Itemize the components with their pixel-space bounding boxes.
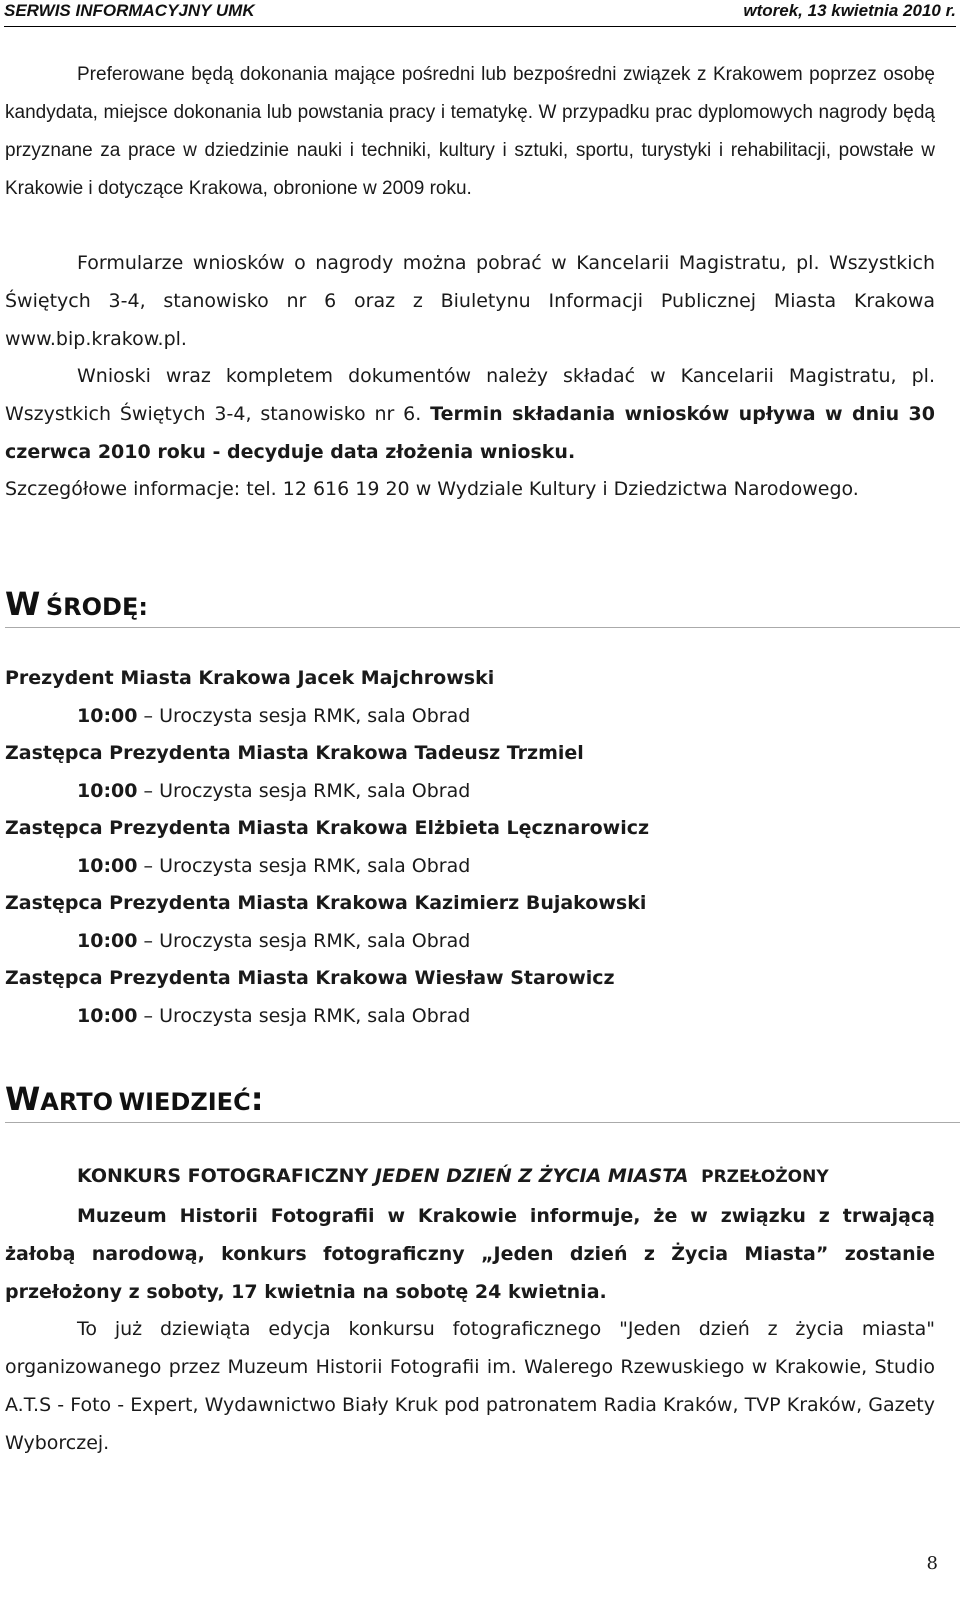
schedule-event <box>77 705 470 727</box>
event-time: 10:00 <box>77 930 138 952</box>
intro-paragraph-3 <box>5 357 935 471</box>
event-dash: – <box>143 855 154 877</box>
header-date: wtorek, 13 kwietnia 2010 r. <box>743 1 956 20</box>
event-dash: – <box>143 930 154 952</box>
intro-paragraph-4 <box>5 470 935 508</box>
schedule-person: Zastępca Prezydenta Miasta Krakowa Wiesław Starowicz <box>5 967 615 989</box>
event-time: 10:00 <box>77 780 138 802</box>
event-dash: – <box>143 705 154 727</box>
event-dash: – <box>143 780 154 802</box>
schedule-event <box>77 780 470 802</box>
section-heading-initial: W <box>5 1080 41 1118</box>
schedule-person: Prezydent Miasta Krakowa Jacek Majchrowski <box>5 667 495 689</box>
event-desc: Uroczysta sesja RMK, sala Obrad <box>159 930 471 952</box>
schedule-person: Zastępca Prezydenta Miasta Krakowa Tadeusz Trzmiel <box>5 742 584 764</box>
contest-title-part3: PRZEŁOŻONY <box>701 1167 829 1187</box>
intro-paragraph-1 <box>5 56 935 208</box>
section-heading-colon: : <box>250 1080 264 1118</box>
event-dash: – <box>143 1005 154 1027</box>
page-header <box>4 0 956 27</box>
event-time: 10:00 <box>77 705 138 727</box>
contest-title-part1: KONKURS FOTOGRAFICZNY <box>77 1165 369 1187</box>
section-heading-wednesday <box>5 585 960 628</box>
contest-description-text: To już dziewiąta edycja konkursu fotograficznego "Jeden dzień z życia miasta" organizowanego przez Muzeum Historii Fotografii im. Walerego Rzewuskiego w Krakowie, Studio A.T.S - Foto - Expert, Wydawnictwo Biały Kruk pod patronatem Radia Kraków, TVP Kraków, Gazety Wyborczej. <box>5 1318 935 1454</box>
schedule-event <box>77 930 470 952</box>
event-desc: Uroczysta sesja RMK, sala Obrad <box>159 855 471 877</box>
section-heading-initial: W <box>5 585 41 623</box>
contest-announcement-text: Muzeum Historii Fotografii w Krakowie informuje, że w związku z trwającą żałobą narodową, konkurs fotograficzny „Jeden dzień z Życia Miasta” zostanie przełożony z soboty, 17 kwietnia na sobotę 24 kwietnia. <box>5 1205 935 1303</box>
event-desc: Uroczysta sesja RMK, sala Obrad <box>159 1005 471 1027</box>
intro-paragraph-2 <box>5 244 935 358</box>
intro-text-2: Formularze wniosków o nagrody można pobrać w Kancelarii Magistratu, pl. Wszystkich Świętych 3-4, stanowisko nr 6 oraz z Biuletynu Informacji Publicznej Miasta Krakowa www.bip.krakow.pl. <box>5 252 935 350</box>
contest-announcement <box>5 1197 935 1311</box>
intro-text-1: Preferowane będą dokonania mające pośredni lub bezpośredni związek z Krakowem poprzez osobę kandydata, miejsce dokonania lub powstania pracy i tematykę. W przypadku prac dyplomowych nagrody będą przyznane za prace w dziedzinie nauki i techniki, kultury i sztuki, sportu, turystyki i rehabilitacji, powstałe w Krakowie i dotyczące Krakowa, obronione w 2009 roku. <box>5 64 935 199</box>
section-heading-part: WIEDZIEĆ <box>118 1088 251 1116</box>
header-title: SERWIS INFORMACYJNY UMK <box>4 1 255 20</box>
event-time: 10:00 <box>77 1005 138 1027</box>
schedule-event <box>77 1005 470 1027</box>
section-heading-rest: ŚRODĘ: <box>45 593 148 621</box>
contest-title <box>77 1165 829 1187</box>
contest-description <box>5 1310 935 1462</box>
event-desc: Uroczysta sesja RMK, sala Obrad <box>159 705 471 727</box>
contest-title-part2: JEDEN DZIEŃ Z ŻYCIA MIASTA <box>374 1165 689 1187</box>
schedule-person: Zastępca Prezydenta Miasta Krakowa Elżbieta Lęcznarowicz <box>5 817 650 839</box>
contact-info-text: Szczegółowe informacje: tel. 12 616 19 20 w Wydziale Kultury i Dziedzictwa Narodowego. <box>5 478 859 500</box>
page-number: 8 <box>926 1553 938 1574</box>
section-heading-worth-knowing <box>5 1080 960 1123</box>
schedule-event <box>77 855 470 877</box>
event-time: 10:00 <box>77 855 138 877</box>
intro-text-3: Wnioski wraz kompletem dokumentów należy składać w Kancelarii Magistratu, pl. Wszystkich Świętych 3-4, stanowisko nr 6. <box>5 365 935 425</box>
deadline-text: Termin składania wniosków upływa w dniu 30 czerwca 2010 roku - decyduje data złożenia wniosku. <box>5 403 935 463</box>
event-desc: Uroczysta sesja RMK, sala Obrad <box>159 780 471 802</box>
section-heading-part: ARTO <box>40 1088 114 1116</box>
schedule-person: Zastępca Prezydenta Miasta Krakowa Kazimierz Bujakowski <box>5 892 647 914</box>
